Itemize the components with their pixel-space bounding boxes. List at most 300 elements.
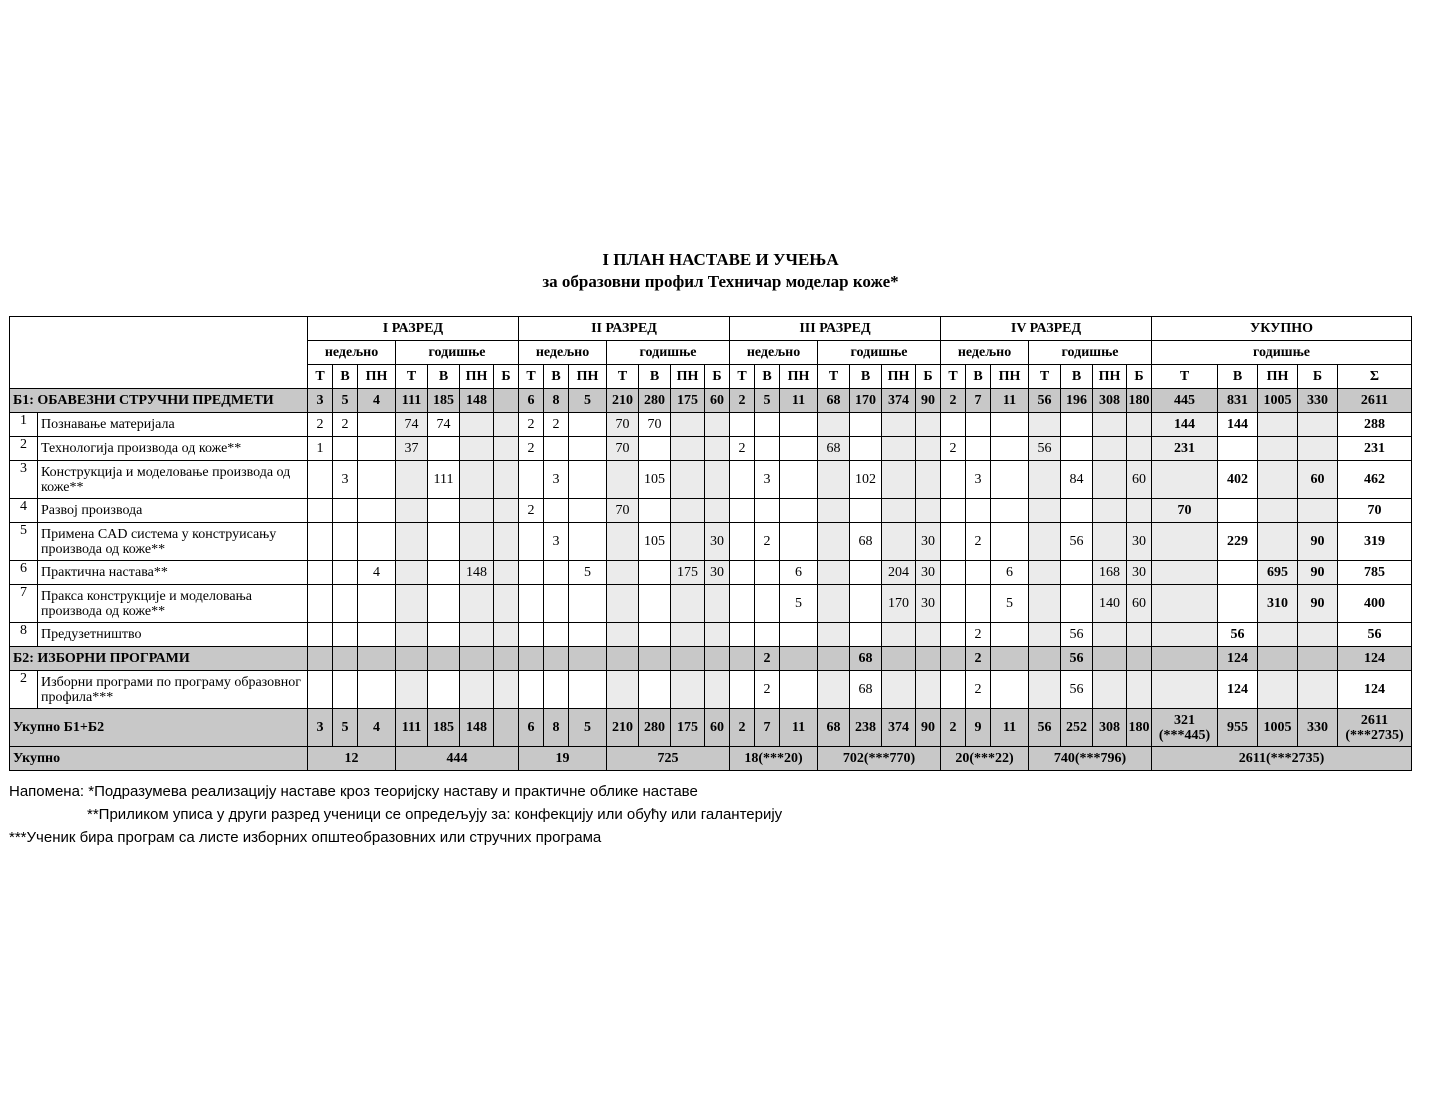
value-cell: 144 [1152,413,1218,437]
value-cell [1258,647,1298,671]
value-cell [1093,647,1127,671]
subject-name: Познавање материјала [38,413,308,437]
value-cell: 402 [1218,461,1258,499]
value-cell [755,585,780,623]
grade-header: II РАЗРЕД [519,317,730,341]
value-cell [966,413,991,437]
value-cell [308,561,333,585]
value-cell [428,437,460,461]
value-cell [850,437,882,461]
value-cell [671,623,705,647]
column-header: Т [941,365,966,389]
value-cell: 180 [1127,709,1152,747]
section-row [10,647,1412,671]
value-cell: 288 [1338,413,1412,437]
column-header: Т [396,365,428,389]
value-cell [941,671,966,709]
value-cell: 280 [639,389,671,413]
value-cell [966,585,991,623]
curriculum-table [9,316,1412,771]
value-cell: 111 [396,389,428,413]
column-header: Т [519,365,544,389]
value-cell [916,671,941,709]
value-cell: 180 [1127,389,1152,413]
column-header: ПН [1258,365,1298,389]
value-cell [850,561,882,585]
value-cell: 84 [1061,461,1093,499]
table-row [10,561,1412,585]
value-cell [882,437,916,461]
row-number: 2 [10,671,38,709]
subject-name: Примена CAD система у конструисању производа од коже** [38,523,308,561]
value-cell [730,585,755,623]
value-cell: 30 [705,523,730,561]
value-cell [916,461,941,499]
value-cell [730,413,755,437]
value-cell [780,499,818,523]
value-cell [1029,413,1061,437]
value-cell [519,561,544,585]
value-cell [519,647,544,671]
value-cell: 60 [1127,461,1152,499]
value-cell [519,523,544,561]
notes [9,780,782,849]
column-header: В [755,365,780,389]
value-cell [396,623,428,647]
value-cell [308,671,333,709]
value-cell [333,647,358,671]
value-cell: 4 [358,389,396,413]
value-cell [358,413,396,437]
value-cell: 2 [966,523,991,561]
value-cell [991,647,1029,671]
value-cell: 2 [730,389,755,413]
value-cell: 2 [755,647,780,671]
value-cell: 2 [730,709,755,747]
value-cell [850,413,882,437]
yearly-header: годишње [1152,341,1412,365]
yearly-header: годишње [396,341,519,365]
value-cell [1029,671,1061,709]
row-number: 1 [10,413,38,437]
value-cell [333,437,358,461]
value-cell: 56 [1061,523,1093,561]
value-cell: 9 [966,709,991,747]
weekly-header: недељно [519,341,607,365]
value-cell [941,623,966,647]
value-cell: 6 [991,561,1029,585]
value-cell: 4 [358,561,396,585]
table-row [10,671,1412,709]
value-cell [607,461,639,499]
value-cell [818,413,850,437]
value-cell [705,499,730,523]
value-cell: 56 [1061,671,1093,709]
subject-name: Практична настава** [38,561,308,585]
value-cell [428,623,460,647]
value-cell: 74 [396,413,428,437]
column-header: Т [818,365,850,389]
value-cell: 168 [1093,561,1127,585]
value-cell: 3 [308,389,333,413]
value-cell: 11 [780,389,818,413]
value-cell [882,623,916,647]
value-cell [607,523,639,561]
value-cell: 238 [850,709,882,747]
value-cell [1298,671,1338,709]
column-header: Т [730,365,755,389]
value-cell [639,647,671,671]
value-cell [358,499,396,523]
value-cell [1258,437,1298,461]
value-cell: 6 [780,561,818,585]
value-cell [730,461,755,499]
value-cell [333,671,358,709]
value-cell: 90 [1298,585,1338,623]
value-cell [755,413,780,437]
value-cell: 30 [1127,561,1152,585]
value-cell: 175 [671,389,705,413]
value-cell [1061,585,1093,623]
value-cell [671,437,705,461]
value-cell [991,461,1029,499]
value-cell [671,671,705,709]
value-cell [1029,585,1061,623]
value-cell: 1005 [1258,709,1298,747]
value-cell: 30 [705,561,730,585]
value-cell [1152,671,1218,709]
value-cell [705,647,730,671]
value-cell [607,585,639,623]
value-cell [428,671,460,709]
value-cell: 831 [1218,389,1258,413]
value-cell: 56 [1218,623,1258,647]
value-cell: 124 [1338,671,1412,709]
value-cell: 70 [607,499,639,523]
value-cell [494,561,519,585]
value-cell [460,413,494,437]
column-header: Т [308,365,333,389]
row-number: 3 [10,461,38,499]
page-title: I ПЛАН НАСТАВЕ И УЧЕЊА [602,250,839,269]
table-row [10,413,1412,437]
row-number: 8 [10,623,38,647]
value-cell: 196 [1061,389,1093,413]
value-cell [569,623,607,647]
value-cell: 7 [755,709,780,747]
value-cell: 105 [639,461,671,499]
value-cell [1029,561,1061,585]
value-cell: 2 [519,413,544,437]
value-cell [1127,647,1152,671]
value-cell [1029,623,1061,647]
value-cell: 74 [428,413,460,437]
value-cell [544,647,569,671]
value-cell [991,671,1029,709]
value-cell [730,671,755,709]
value-cell [544,561,569,585]
value-cell [882,523,916,561]
value-cell [308,523,333,561]
value-cell: 140 [1093,585,1127,623]
row-number: 4 [10,499,38,523]
value-cell [460,523,494,561]
value-cell: 148 [460,389,494,413]
value-cell [1298,437,1338,461]
value-cell [607,561,639,585]
value-cell [1298,413,1338,437]
section-row [10,389,1412,413]
value-cell: 144 [1218,413,1258,437]
value-cell: 111 [396,709,428,747]
value-cell: 8 [544,389,569,413]
value-cell: 229 [1218,523,1258,561]
note-2: **Приликом уписа у други разред ученици се опредељују за: конфекцију или обућу или галантерију [87,806,783,823]
value-cell [1093,461,1127,499]
value-cell [941,647,966,671]
value-cell: 8 [544,709,569,747]
value-cell: 60 [705,389,730,413]
value-cell [1258,623,1298,647]
value-cell [671,413,705,437]
value-cell [1029,523,1061,561]
value-cell: 3 [544,523,569,561]
value-cell [1029,461,1061,499]
value-cell: 90 [916,389,941,413]
value-cell [607,623,639,647]
value-cell [780,623,818,647]
value-cell: 2 [941,709,966,747]
value-cell: 37 [396,437,428,461]
column-header: В [1061,365,1093,389]
value-cell: 955 [1218,709,1258,747]
column-header: ПН [1093,365,1127,389]
value-cell: 2 [755,523,780,561]
value-cell: 11 [991,709,1029,747]
value-cell [818,647,850,671]
value-cell [991,499,1029,523]
subject-name: Развој производа [38,499,308,523]
header-row-grades [10,317,1412,341]
value-cell [705,623,730,647]
grand-total-value: 740(***796) [1029,747,1152,771]
value-cell [519,585,544,623]
value-cell [991,523,1029,561]
value-cell [1218,585,1258,623]
value-cell [428,561,460,585]
value-cell [1298,623,1338,647]
value-cell [1218,561,1258,585]
value-cell [916,647,941,671]
value-cell: 2 [730,437,755,461]
value-cell: 90 [1298,523,1338,561]
value-cell: 30 [916,585,941,623]
value-cell: 90 [916,709,941,747]
subject-name: Пракса конструкције и моделовања производа од коже** [38,585,308,623]
value-cell: 5 [755,389,780,413]
value-cell [333,585,358,623]
value-cell [494,437,519,461]
value-cell [780,671,818,709]
value-cell [705,461,730,499]
value-cell: 124 [1218,671,1258,709]
value-cell [671,585,705,623]
value-cell [639,499,671,523]
value-cell [1127,499,1152,523]
value-cell [1093,437,1127,461]
column-header: Б [916,365,941,389]
value-cell: 148 [460,561,494,585]
value-cell: 2 [966,623,991,647]
value-cell [639,671,671,709]
value-cell: 102 [850,461,882,499]
value-cell: 68 [818,709,850,747]
value-cell [358,671,396,709]
value-cell [1093,671,1127,709]
column-header: В [850,365,882,389]
value-cell: 330 [1298,389,1338,413]
subject-name: Предузетништво [38,623,308,647]
value-cell [991,437,1029,461]
value-cell: 319 [1338,523,1412,561]
value-cell [569,585,607,623]
value-cell: 2611 [1338,389,1412,413]
value-cell: 1005 [1258,389,1298,413]
value-cell: 330 [1298,709,1338,747]
value-cell [755,437,780,461]
value-cell: 2 [308,413,333,437]
column-header: Т [607,365,639,389]
value-cell [1127,437,1152,461]
grand-total-value: 702(***770) [818,747,941,771]
value-cell [882,499,916,523]
grade-header: IV РАЗРЕД [941,317,1152,341]
value-cell [780,437,818,461]
value-cell: 111 [428,461,460,499]
value-cell [818,523,850,561]
value-cell [1298,647,1338,671]
value-cell [396,461,428,499]
value-cell [569,499,607,523]
value-cell [1258,671,1298,709]
value-cell: 68 [818,389,850,413]
value-cell [1061,413,1093,437]
value-cell: 400 [1338,585,1412,623]
value-cell: 2 [544,413,569,437]
value-cell [882,647,916,671]
value-cell: 3 [966,461,991,499]
value-cell: 2611 (***2735) [1338,709,1412,747]
column-header: В [428,365,460,389]
grand-total-value: 18(***20) [730,747,818,771]
subtotal-label: Укупно Б1+Б2 [10,709,308,747]
value-cell [1258,499,1298,523]
note-3: ***Ученик бира програм са листе изборних општеобразовних или стручних програма [9,829,602,846]
grand-total-value: 12 [308,747,396,771]
value-cell: 2 [941,389,966,413]
value-cell: 2 [333,413,358,437]
value-cell: 3 [308,709,333,747]
weekly-header: недељно [730,341,818,365]
value-cell: 3 [333,461,358,499]
value-cell [428,523,460,561]
value-cell [519,461,544,499]
row-number: 7 [10,585,38,623]
column-header: Б [1127,365,1152,389]
value-cell: 170 [850,389,882,413]
subject-name: Изборни програми по програму образовног профила*** [38,671,308,709]
value-cell [358,523,396,561]
value-cell [333,623,358,647]
weekly-header: недељно [308,341,396,365]
value-cell [1061,437,1093,461]
corner-cell [10,317,308,389]
value-cell: 2 [941,437,966,461]
value-cell [941,461,966,499]
grade-header: III РАЗРЕД [730,317,941,341]
section-label: Б1: ОБАВЕЗНИ СТРУЧНИ ПРЕДМЕТИ [10,389,308,413]
value-cell: 5 [569,561,607,585]
value-cell: 60 [705,709,730,747]
value-cell: 56 [1029,389,1061,413]
table-row [10,461,1412,499]
value-cell: 68 [850,523,882,561]
value-cell [460,647,494,671]
value-cell: 105 [639,523,671,561]
grade-header: УКУПНО [1152,317,1412,341]
value-cell [333,499,358,523]
column-header: ПН [569,365,607,389]
weekly-header: недељно [941,341,1029,365]
value-cell: 90 [1298,561,1338,585]
row-number: 2 [10,437,38,461]
value-cell [941,523,966,561]
note-1: Напомена: *Подразумева реализацију наставе кроз теоријску наставу и практичне облике наставе [9,783,698,800]
value-cell [396,499,428,523]
subject-name: Технологија производа од коже** [38,437,308,461]
value-cell [818,585,850,623]
value-cell [428,499,460,523]
value-cell: 68 [818,437,850,461]
value-cell [916,499,941,523]
value-cell [818,461,850,499]
value-cell [705,671,730,709]
value-cell: 56 [1029,437,1061,461]
value-cell [1093,413,1127,437]
value-cell [1093,623,1127,647]
grade-header: I РАЗРЕД [308,317,519,341]
value-cell [916,413,941,437]
value-cell: 308 [1093,709,1127,747]
value-cell [494,499,519,523]
value-cell [780,523,818,561]
value-cell: 185 [428,709,460,747]
value-cell: 56 [1029,709,1061,747]
value-cell: 11 [780,709,818,747]
value-cell [494,623,519,647]
value-cell [941,561,966,585]
grand-total-value: 725 [607,747,730,771]
value-cell [1093,523,1127,561]
value-cell [882,413,916,437]
value-cell: 70 [1152,499,1218,523]
value-cell: 70 [639,413,671,437]
value-cell [705,413,730,437]
value-cell [544,585,569,623]
value-cell [569,647,607,671]
grand-total-label: Укупно [10,747,308,771]
value-cell [818,499,850,523]
